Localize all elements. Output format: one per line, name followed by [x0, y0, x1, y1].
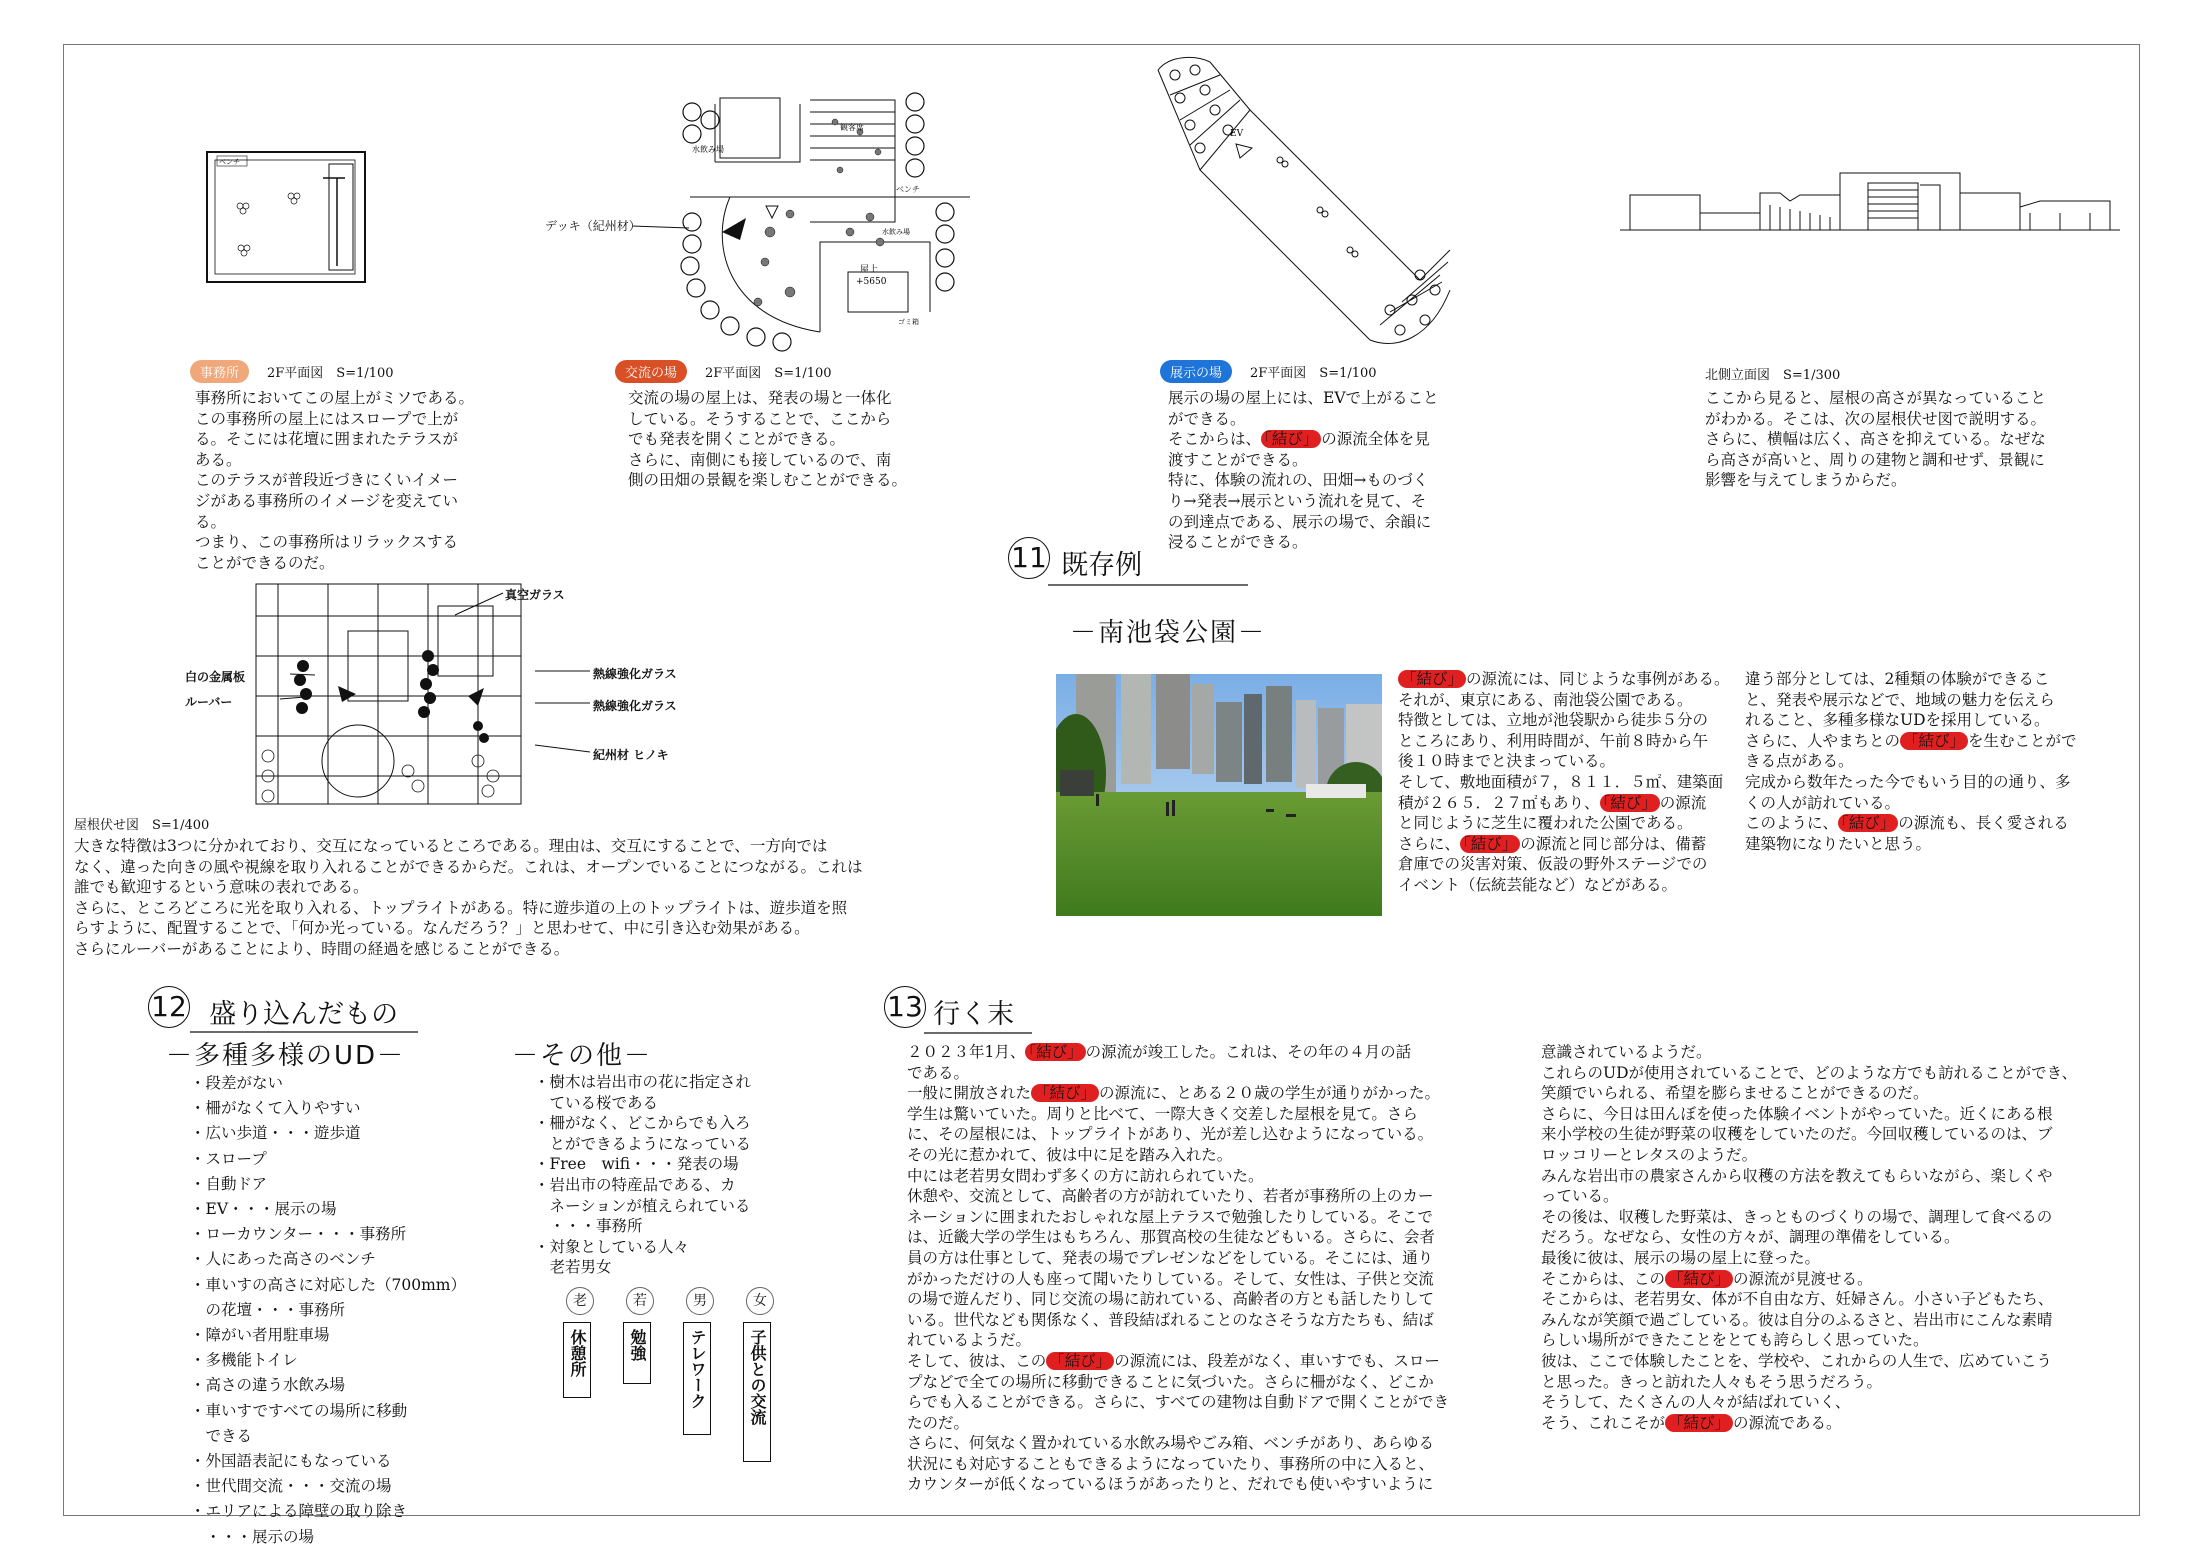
text-line: の到達点である、展示の場で、余韻に	[1168, 512, 1432, 531]
text-line: 側の田畑の景観を楽しむことができる。	[628, 471, 908, 490]
exhibition-plan-drawing	[1150, 50, 1480, 350]
text-line: このように、 「結び」 の源流も、長く愛される	[1745, 814, 2069, 833]
section-11-col2	[1745, 669, 2077, 854]
musubi-highlight: 「結び」	[1025, 1043, 1085, 1061]
exhibition-caption	[1160, 360, 1377, 383]
exchange-pill: 交流の場	[615, 360, 687, 383]
section-11-number: 11	[1008, 537, 1050, 579]
section-13-title: 行く末	[933, 999, 1015, 1030]
text-line: 彼は、ここで体験したことを、学校や、これからの人生で、広めていこう	[1541, 1351, 2052, 1370]
text-line: カウンターが低くなっているほうがあったりと、だれでも使いやすいように	[907, 1475, 1434, 1494]
text-line: している。そうすることで、ここから	[628, 409, 892, 428]
text-line: 笑顔でいられる、希望を膨らませることができるのだ。	[1541, 1084, 1929, 1103]
text-line: 展示の場の屋上には、EVで上がること	[1168, 389, 1439, 407]
label-heat-glass-2: 熱線強化ガラス	[593, 699, 677, 713]
deck-leader-line	[633, 220, 691, 234]
box-rest-area: 休憩所	[563, 1322, 591, 1398]
exhibition-text	[1168, 388, 1439, 553]
text-line: ・外国語表記にもなっている	[190, 1452, 392, 1471]
text-line: と、発表や展示などで、地域の魅力を伝えら	[1745, 690, 2055, 709]
office-text	[195, 388, 474, 573]
label-louver: ルーバー	[185, 695, 233, 709]
text-line: れること、多種多様なUDを採用している。	[1745, 711, 2050, 730]
text-line: と思った。きっと訪れた人々もそう思うだろう。	[1541, 1372, 1883, 1391]
text-line: その光に惹かれて、彼は中に足を踏み入れた。	[907, 1145, 1233, 1164]
text-line: 「結び」 の源流には、同じような事例がある。	[1398, 669, 1730, 690]
text-line: さらに、ところどころに光を取り入れる、トップライトがある。特に遊歩道の上のトップライトは、遊歩道を照	[74, 898, 848, 917]
svg-text:水飲み場: 水飲み場	[692, 145, 724, 154]
svg-text:観客席: 観客席	[840, 123, 864, 132]
text-line: たのだ。	[907, 1413, 970, 1432]
office-scale: 2F平面図 S=1/100	[267, 366, 394, 381]
text-line: 中には老若男女問わず多くの方に訪れられていた。	[907, 1166, 1264, 1185]
exchange-text	[628, 388, 907, 491]
text-line: みんなが笑顔で過ごしている。彼は自分のふるさと、岩出市にこんな素晴	[1541, 1310, 2053, 1329]
other-list	[534, 1072, 751, 1278]
text-line: ら高さが高いと、周りの建物と調和せず、景観に	[1705, 450, 2045, 469]
text-line: ・広い歩道・・・遊歩道	[190, 1124, 361, 1143]
text-line: だろう。なぜなら、女性の方々が、調理の準備をしている。	[1541, 1228, 1960, 1247]
text-line: がかっただけの人も座って聞いたりしている。そして、女性は、子供と交流	[907, 1269, 1434, 1288]
text-line: 影響を与えてしまうからだ。	[1705, 471, 1907, 490]
text-line: 老若男女	[534, 1258, 612, 1277]
badge-young: 若	[626, 1287, 654, 1315]
text-line: そこからは、この 「結び」 の源流が見渡せる。	[1541, 1269, 1873, 1288]
section-12-other-subtitle: －その他－	[512, 1041, 653, 1071]
text-line: ている桜である	[534, 1093, 659, 1112]
label-kishu-hinoki: 紀州材 ヒノキ	[593, 748, 669, 762]
text-line: 特徴としては、立地が池袋駅から徒歩５分の	[1398, 711, 1709, 730]
text-line: ・Free wifi・・・発表の場	[534, 1155, 739, 1174]
text-line: っている。	[1541, 1187, 1619, 1206]
text-line: イベント（伝統芸能など）などがある。	[1398, 875, 1678, 894]
label-vacuum-glass: 真空ガラス	[505, 588, 565, 602]
text-line: このテラスが普段近づきにくいイメー	[195, 471, 458, 490]
text-line: その後は、収穫した野菜は、きっとものづくりの場で、調理して食べるの	[1541, 1207, 2053, 1226]
text-line: ・車いすですべての場所に移動	[190, 1401, 408, 1420]
text-line: ・多機能トイレ	[190, 1351, 298, 1370]
text-line: この事務所の屋上にはスロープで上が	[195, 409, 459, 428]
badge-elderly: 老	[566, 1287, 594, 1315]
text-line: ネーションに囲まれたおしゃれな屋上テラスで勉強したりしている。そこで	[907, 1207, 1433, 1226]
text-line: ・エリアによる障壁の取り除き	[190, 1502, 408, 1521]
text-line: の場で遊んだり、同じ交流の場に訪れている、高齢者の方とも話したりして	[907, 1290, 1435, 1309]
text-line: ・柵がなくて入りやすい	[190, 1099, 361, 1118]
text-line: いる。世代なども関係なく、普段結ばれることのなさそうな方たちも、結ば	[907, 1310, 1434, 1329]
text-line: ２０２３年1月、 「結び」 の源流が竣工した。これは、その年の４月の話	[907, 1043, 1412, 1061]
box-telework: テレワーク	[683, 1322, 711, 1435]
text-line: 員の方は仕事として、発表の場でプレゼンなどをしている。そこには、通り	[907, 1248, 1434, 1267]
text-line: る。	[195, 512, 227, 531]
text-line: 完成から数年たった今でもいう目的の通り、多	[1745, 772, 2071, 791]
text-line: の花壇・・・事務所	[190, 1300, 346, 1319]
text-line: ・岩出市の特産品である、カ	[534, 1175, 736, 1194]
section-11-title: 既存例	[1061, 550, 1143, 581]
musubi-highlight: 「結び」	[1398, 670, 1466, 688]
text-line: と同じように芝生に覆われた公園である。	[1398, 814, 1693, 833]
text-line: そう、これこそが 「結び」 の源流である。	[1541, 1413, 1842, 1432]
badge-female: 女	[746, 1287, 774, 1315]
text-line: らしい場所ができたことをとても誇らしく思っていた。	[1541, 1331, 1929, 1350]
text-line: ができる。	[1168, 409, 1246, 428]
text-line: 一般に開放された 「結び」 の源流に、とある２０歳の学生が通りがかった。	[907, 1084, 1441, 1103]
text-line: ・自動ドア	[190, 1174, 268, 1193]
section-13-heading	[884, 986, 1014, 1031]
section-11-col1	[1398, 669, 1730, 896]
text-line: は、近畿大学の学生はもちろん、那賀高校の生徒などもいる。さらに、会者	[907, 1228, 1435, 1247]
text-line: に、その屋根には、トップライトがあり、光が差し込むようになっている。	[907, 1125, 1434, 1144]
text-line: さらに、人やまちとの 「結び」 を生むことがで	[1745, 731, 2077, 750]
exchange-caption	[615, 360, 832, 383]
exhibition-scale: 2F平面図 S=1/100	[1250, 366, 1377, 381]
text-line: 浸ることができる。	[1168, 533, 1308, 552]
musubi-highlight: 「結び」	[1838, 814, 1898, 832]
roof-plan-caption: 屋根伏せ図 S=1/400	[74, 818, 210, 833]
text-line: ・高さの違う水飲み場	[190, 1376, 346, 1395]
text-line: さらに、 「結び」 の源流と同じ部分は、備蓄	[1398, 834, 1707, 853]
text-line: 渡すことができる。	[1168, 450, 1308, 469]
text-line: ・段差がない	[190, 1074, 284, 1092]
text-line: さらに、今日は田んぼを使った体験イベントがやっていた。近くにある根	[1541, 1104, 2053, 1123]
text-line: きる点がある。	[1745, 752, 1854, 771]
text-line: 学生は驚いていた。周りと比べて、一際大きく交差した屋根を見て。さら	[907, 1104, 1418, 1123]
section-13-number: 13	[884, 986, 926, 1028]
svg-text:+5650: +5650	[856, 277, 887, 287]
section-12-underline	[190, 1030, 420, 1034]
text-line: 特に、体験の流れの、田畑→ものづく	[1168, 471, 1429, 490]
text-line: ジがある事務所のイメージを変えてい	[195, 491, 459, 510]
text-line: でも発表を開くことができる。	[628, 430, 846, 449]
text-line: り→発表→展示という流れを見て、そ	[1168, 491, 1427, 510]
text-line: 建築物になりたいと思う。	[1745, 834, 1932, 853]
musubi-highlight: 「結び」	[1460, 835, 1520, 853]
text-line: ・人にあった高さのベンチ	[190, 1250, 376, 1269]
text-line: そして、彼は、この 「結び」 の源流には、段差がなく、車いすでも、スロー	[907, 1351, 1440, 1370]
text-line: ・樹木は岩出市の花に指定され	[534, 1073, 752, 1091]
text-line: がわかる。そこは、次の屋根伏せ図で説明する。	[1705, 409, 2047, 428]
text-line: 休憩や、交流として、高齢者の方が訪れていたり、若者が事務所の上のカー	[907, 1187, 1434, 1206]
text-line: くの人が訪れている。	[1745, 793, 1901, 812]
section-13-underline	[924, 1031, 1034, 1035]
elevation-caption: 北側立面図 S=1/300	[1705, 368, 1841, 383]
text-line: ・柵がなく、どこからでも入ろ	[534, 1114, 751, 1133]
text-line: ・・・展示の場	[190, 1527, 315, 1546]
text-line: ・世代間交流・・・交流の場	[190, 1477, 392, 1496]
musubi-highlight: 「結び」	[1031, 1084, 1099, 1102]
park-photo	[1056, 674, 1382, 916]
text-line: 倉庫での災害対策、仮設の野外ステージでの	[1398, 855, 1708, 874]
text-line: 誰でも歓迎するという意味の表れである。	[74, 878, 369, 897]
text-line: ・EV・・・展示の場	[190, 1200, 337, 1219]
text-line: 大きな特徴は3つに分かれており、交互になっているところである。理由は、交互にすることで、一方向では	[74, 837, 828, 855]
text-line: さらに、南側にも接しているので、南	[628, 450, 892, 469]
exhibition-pill: 展示の場	[1160, 360, 1232, 383]
text-line: 事務所においてこの屋上がミソである。	[195, 389, 475, 407]
badge-male: 男	[686, 1287, 714, 1315]
text-line: らでも入ることができる。さらに、すべての建物は自動ドアで開くことができ	[907, 1393, 1450, 1412]
deck-label: デッキ（紀州材）	[545, 219, 641, 233]
text-line: プなどで全ての場所に移動できることに気づいた。さらに柵がなく、どこか	[907, 1372, 1434, 1391]
office-pill: 事務所	[190, 360, 249, 383]
svg-text:ゴミ箱: ゴミ箱	[898, 318, 919, 326]
text-line: である。	[907, 1063, 970, 1082]
section-13-col1	[907, 1042, 1449, 1495]
text-line: そこからは、 「結び」 の源流全体を見	[1168, 430, 1430, 449]
north-elevation-drawing	[1620, 155, 2130, 235]
text-line: できる	[190, 1426, 253, 1445]
text-line: れているようだ。	[907, 1331, 1032, 1350]
text-line: さらに、横幅は広く、高さを抑えている。なぜな	[1705, 430, 2046, 449]
text-line: ネーションが植えられている	[534, 1196, 751, 1215]
roof-plan-text	[74, 836, 863, 960]
musubi-highlight: 「結び」	[1600, 794, 1660, 812]
text-line: ・障がい者用駐車場	[190, 1326, 330, 1345]
exchange-scale: 2F平面図 S=1/100	[705, 366, 832, 381]
section-13-col2	[1541, 1042, 2077, 1433]
section-12-title: 盛り込んだもの	[209, 999, 399, 1030]
text-line: 後１０時までと決まっている。	[1398, 752, 1616, 771]
office-caption	[190, 360, 394, 383]
musubi-highlight: 「結び」	[1046, 1352, 1114, 1370]
section-11-subtitle: －南池袋公園－	[1070, 618, 1267, 648]
label-white-metal: 白の金属板	[185, 670, 246, 684]
text-line: ・ローカウンター・・・事務所	[190, 1225, 407, 1244]
musubi-highlight: 「結び」	[1261, 430, 1321, 448]
text-line: とができるようになっている	[534, 1134, 752, 1153]
ud-list	[190, 1071, 466, 1550]
text-line: ・スロープ	[190, 1149, 267, 1168]
office-plan-drawing	[205, 148, 375, 288]
musubi-highlight: 「結び」	[1665, 1270, 1733, 1288]
text-line: ・対象としている人々	[534, 1237, 690, 1256]
text-line: ことができるのだ。	[195, 553, 335, 572]
text-line: る。そこには花壇に囲まれたテラスが	[195, 430, 459, 449]
text-line: 最後に彼は、展示の場の屋上に登った。	[1541, 1248, 1821, 1267]
text-line: そして、敷地面積が７，８１１．５㎡、建築面	[1398, 772, 1724, 791]
musubi-highlight: 「結び」	[1900, 732, 1968, 750]
text-line: それが、東京にある、南池袋公園である。	[1398, 690, 1693, 709]
text-line: らすように、配置することで、「何か光っている。なんだろう？」と思わせて、中に引き込む効果がある。	[74, 919, 810, 938]
svg-text:ベンチ: ベンチ	[219, 158, 240, 166]
elevation-text	[1705, 388, 2046, 491]
svg-text:EV: EV	[1230, 129, 1244, 139]
text-line: みんな岩出市の農家さんから収穫の方法を教えてもらいながら、楽しくや	[1541, 1166, 2053, 1185]
text-line: なく、違った向きの風や視線を取り入れることができるからだ。これは、オープンでいることにつながる。これは	[74, 857, 863, 876]
text-line: 意識されているようだ。	[1541, 1043, 1712, 1061]
exchange-plan-drawing	[670, 92, 970, 354]
text-line: 来小学校の生徒が野菜の収穫をしていたのだ。今回収穫しているのは、ブ	[1541, 1125, 2053, 1144]
box-study: 勉強	[623, 1322, 651, 1384]
text-line: ロッコリーとレタスのようだ。	[1541, 1145, 1758, 1164]
text-line: そこからは、老若男女、体が不自由な方、妊婦さん。小さい子どもたち、	[1541, 1290, 2054, 1309]
musubi-highlight: 「結び」	[1665, 1414, 1733, 1432]
roof-leader-lines	[235, 585, 595, 760]
svg-text:水飲み場: 水飲み場	[882, 228, 910, 236]
text-line: つまり、この事務所はリラックスする	[195, 533, 459, 552]
svg-text:ベンチ: ベンチ	[896, 185, 920, 194]
text-line: ここから見ると、屋根の高さが異なっていること	[1705, 389, 2047, 407]
text-line: ところにあり、利用時間が、午前８時から午	[1398, 731, 1709, 750]
text-line: 積が２６５．２７㎡もあり、 「結び」 の源流	[1398, 793, 1707, 812]
text-line: そうして、たくさんの人々が結ばれていく、	[1541, 1393, 1851, 1412]
text-line: これらのUDが使用されていることで、どのような方でも訪れることができ、	[1541, 1063, 2078, 1082]
text-line: ・車いすの高さに対応した（700mm）	[190, 1275, 466, 1294]
text-line: さらにルーバーがあることにより、時間の経過を感じることができる。	[74, 939, 570, 958]
text-line: 交流の場の屋上は、発表の場と一体化	[628, 389, 892, 407]
svg-text:屋上: 屋上	[860, 265, 879, 275]
section-12-ud-subtitle: －多種多様のUD－	[166, 1041, 406, 1071]
section-11-underline	[1048, 583, 1248, 587]
text-line: ・・・事務所	[534, 1217, 643, 1236]
box-child-exchange: 子供との交流	[743, 1322, 771, 1462]
label-heat-glass-1: 熱線強化ガラス	[593, 667, 677, 681]
text-line: さらに、何気なく置かれている水飲み場やごみ箱、ベンチがあり、あらゆる	[907, 1434, 1435, 1453]
section-11-heading	[1008, 537, 1142, 582]
text-line: 状況にも対応することもできるようになっていたり、事務所の中に入ると、	[907, 1454, 1435, 1473]
text-line: ある。	[195, 450, 242, 469]
section-12-heading	[148, 986, 398, 1031]
text-line: 違う部分としては、2種類の体験ができるこ	[1745, 670, 2050, 688]
section-12-number: 12	[148, 986, 190, 1028]
